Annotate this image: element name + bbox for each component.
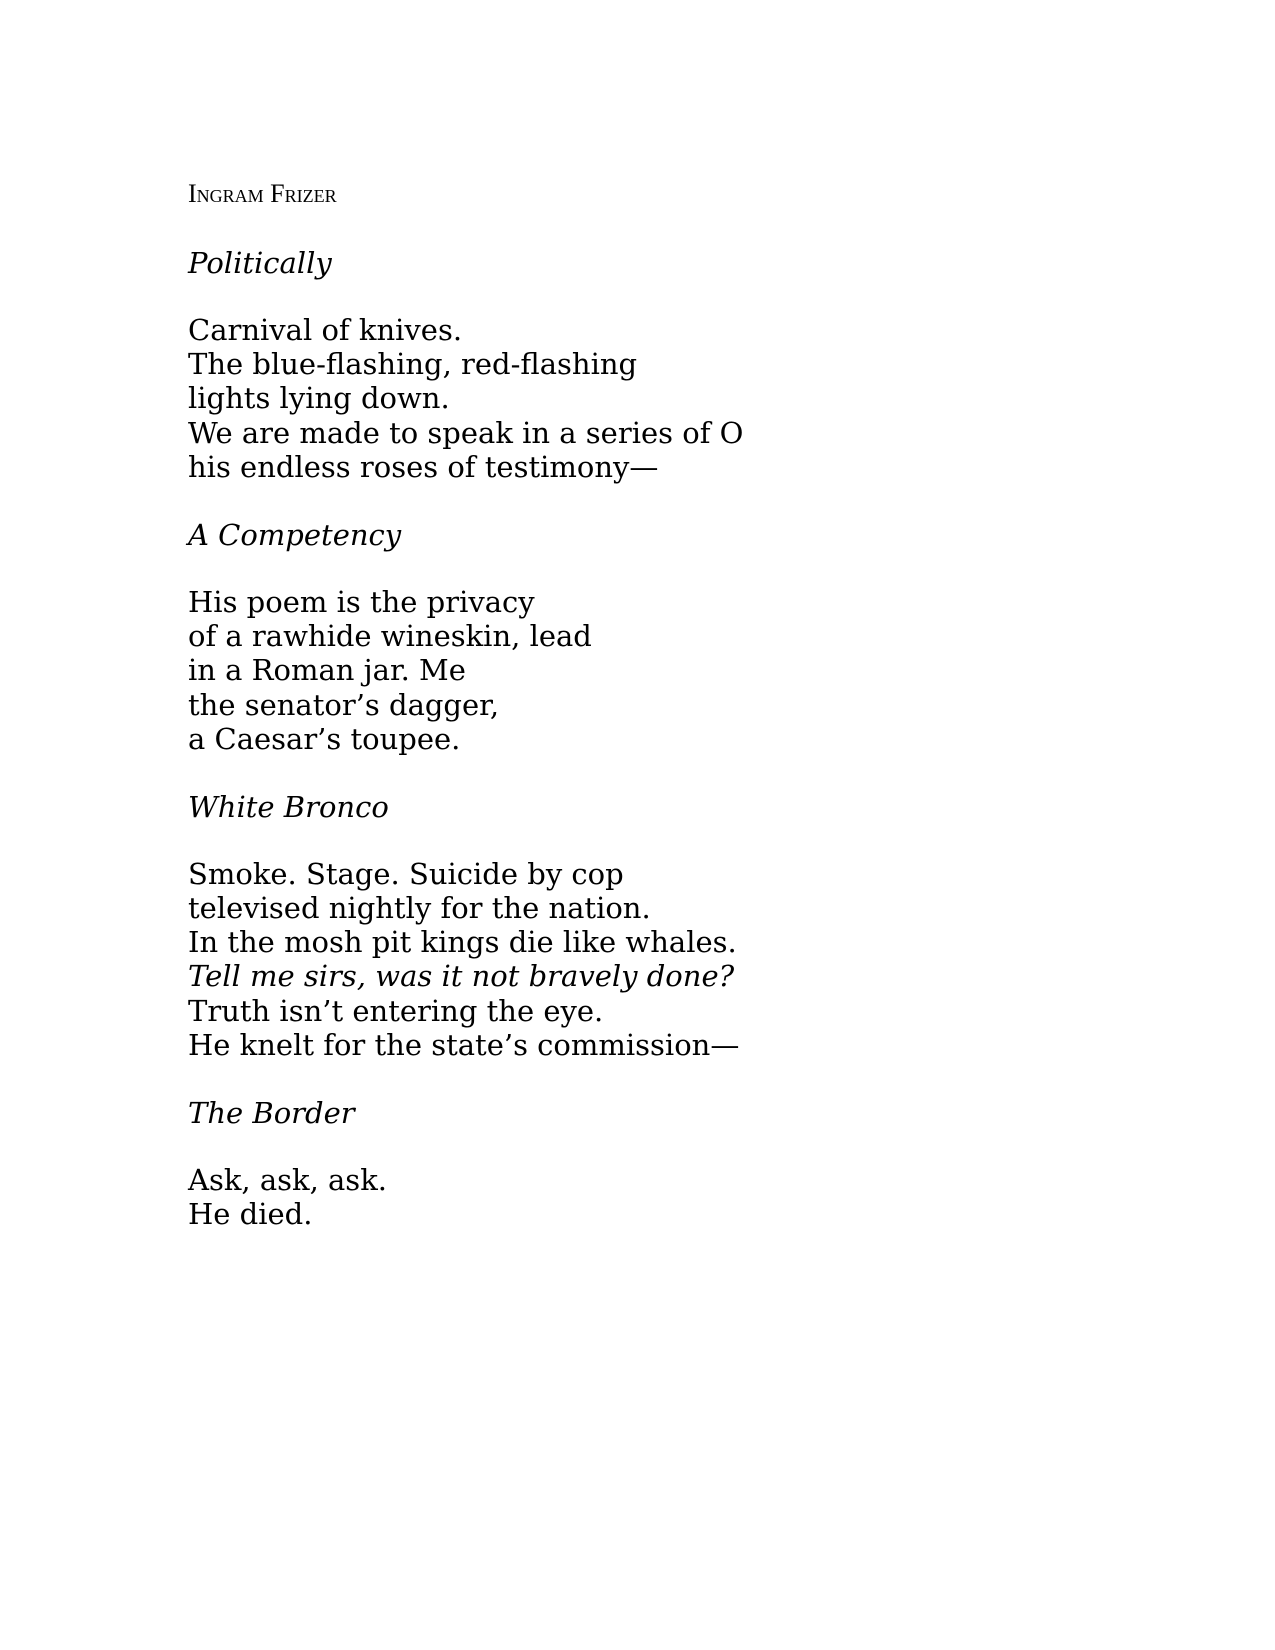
- poem-the-border: [188, 1095, 1088, 1231]
- poem-line: televised nightly for the nation.: [188, 891, 651, 926]
- poem-stanza: [188, 1163, 1088, 1231]
- document-page: [188, 176, 1088, 1264]
- poem-line: Ask, ask, ask.: [188, 1163, 387, 1197]
- poem-politically: [188, 245, 1088, 484]
- poem-line: Smoke. Stage. Suicide by cop: [188, 856, 624, 891]
- poem-stanza: [188, 313, 1088, 484]
- poem-title: White Bronco: [188, 789, 389, 824]
- poem-line: Truth isn’t entering the eye.: [188, 993, 604, 1028]
- poem-title: A Competency: [188, 517, 402, 552]
- poem-stanza: [188, 585, 1088, 756]
- poem-line: He died.: [188, 1197, 313, 1232]
- poem-line: lights lying down.: [188, 381, 450, 416]
- poem-line: a Caesar’s toupee.: [188, 721, 461, 756]
- poem-line-italic: Tell me sirs, was it not bravely done?: [188, 959, 735, 994]
- poem-line: The blue-flashing, red-flashing: [188, 347, 638, 382]
- poem-line: We are made to speak in a series of O: [188, 415, 744, 450]
- poem-line: Carnival of knives.: [188, 313, 463, 347]
- poem-line: His poem is the privacy: [188, 584, 535, 619]
- poem-line: He knelt for the state’s commission—: [188, 1027, 740, 1062]
- poem-stanza: [188, 857, 1088, 1062]
- poem-line: of a rawhide wineskin, lead: [188, 619, 592, 654]
- poem-title: Politically: [188, 246, 332, 280]
- poem-line: in a Roman jar. Me: [188, 653, 466, 688]
- poem-title: The Border: [188, 1096, 355, 1130]
- poem-line: the senator’s dagger,: [188, 687, 500, 722]
- poem-line: his endless roses of testimony—: [188, 449, 659, 484]
- poem-a-competency: [188, 517, 1088, 756]
- poem-white-bronco: [188, 789, 1088, 1062]
- poem-line: In the mosh pit kings die like whales.: [188, 925, 737, 960]
- author-heading: Ingram Frizer: [188, 179, 337, 208]
